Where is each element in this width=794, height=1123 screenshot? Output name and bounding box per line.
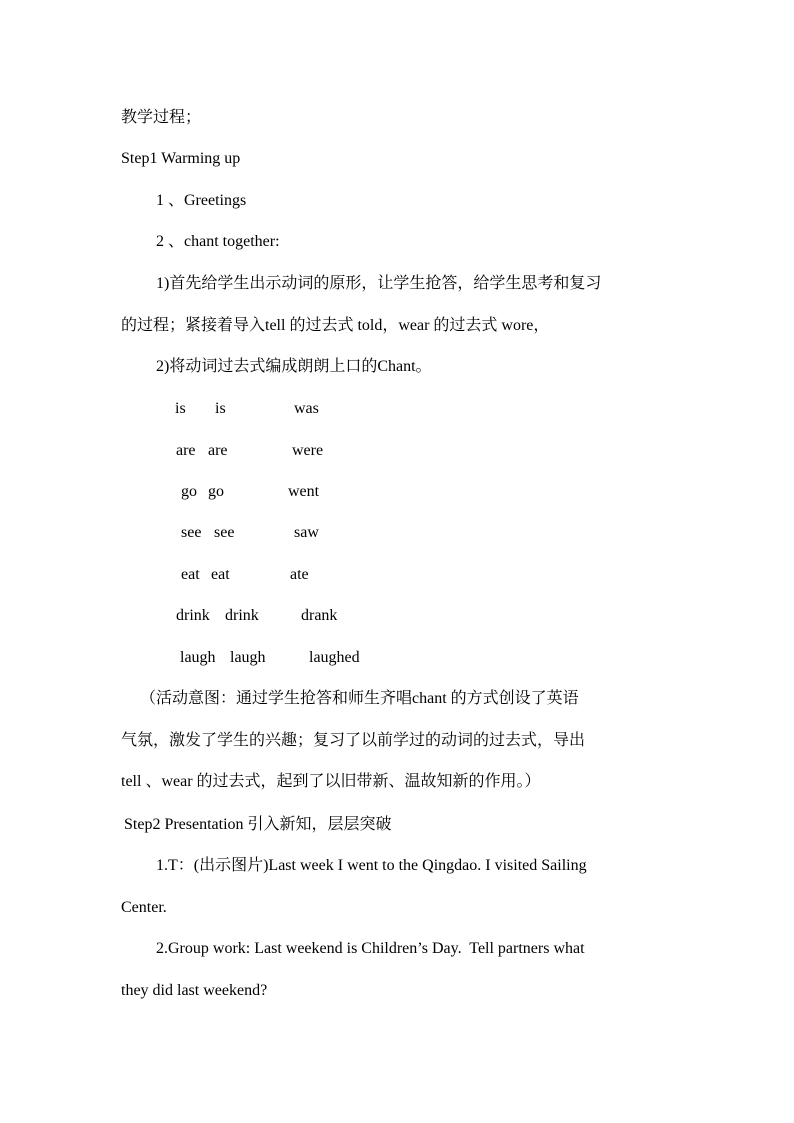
step2-item1-line1: 1.T：(出示图片)Last week I went to the Qingdao. I visited Sailing — [156, 857, 587, 874]
chant-base-word: are — [176, 442, 196, 459]
chant-base-word: drink — [176, 607, 210, 624]
chant-past-word: was — [294, 400, 319, 417]
step1-note2: 2)将动词过去式编成朗朗上口的Chant。 — [156, 358, 432, 375]
chant-past-word: were — [292, 442, 324, 459]
chant-base-word: go — [181, 483, 197, 500]
step2-title: Step2 Presentation 引入新知，层层突破 — [124, 816, 392, 833]
step1-note1-line2: 的过程；紧接着导入tell 的过去式 told，wear 的过去式 wore， — [121, 317, 550, 334]
section-heading: 教学过程； — [121, 109, 202, 126]
chant-past-word: ate — [290, 566, 309, 583]
chant-base-word: laugh — [230, 649, 266, 666]
step1-item-greetings: 1 、Greetings — [156, 192, 247, 209]
chant-past-word: laughed — [309, 649, 360, 666]
chant-base-word: is — [175, 400, 186, 417]
step1-intent-line1: （活动意图：通过学生抢答和师生齐唱chant 的方式创设了英语 — [140, 690, 579, 707]
step1-item-chant: 2 、chant together: — [156, 233, 280, 250]
chant-past-word: saw — [294, 524, 319, 541]
step2-item2-line1: 2.Group work: Last weekend is Children’s Day. Tell partners what — [156, 940, 585, 957]
step1-title: Step1 Warming up — [121, 150, 241, 167]
chant-past-word: drank — [301, 607, 338, 624]
chant-base-word: eat — [181, 566, 200, 583]
step1-intent-line2: 气氛，激发了学生的兴趣；复习了以前学过的动词的过去式，导出 — [121, 732, 586, 749]
chant-base-word: see — [214, 524, 235, 541]
chant-base-word: laugh — [180, 649, 216, 666]
chant-base-word: drink — [225, 607, 259, 624]
step2-item2-line2: they did last weekend? — [121, 982, 268, 999]
chant-base-word: see — [181, 524, 202, 541]
step2-item1-line2: Center. — [121, 899, 167, 916]
step1-note1-line1: 1)首先给学生出示动词的原形，让学生抢答，给学生思考和复习 — [156, 275, 602, 292]
chant-past-word: went — [288, 483, 320, 500]
chant-base-word: is — [215, 400, 226, 417]
step1-intent-line3: tell 、wear 的过去式，起到了以旧带新、温故知新的作用。） — [121, 773, 541, 790]
chant-base-word: go — [208, 483, 224, 500]
chant-base-word: are — [208, 442, 228, 459]
chant-base-word: eat — [211, 566, 230, 583]
